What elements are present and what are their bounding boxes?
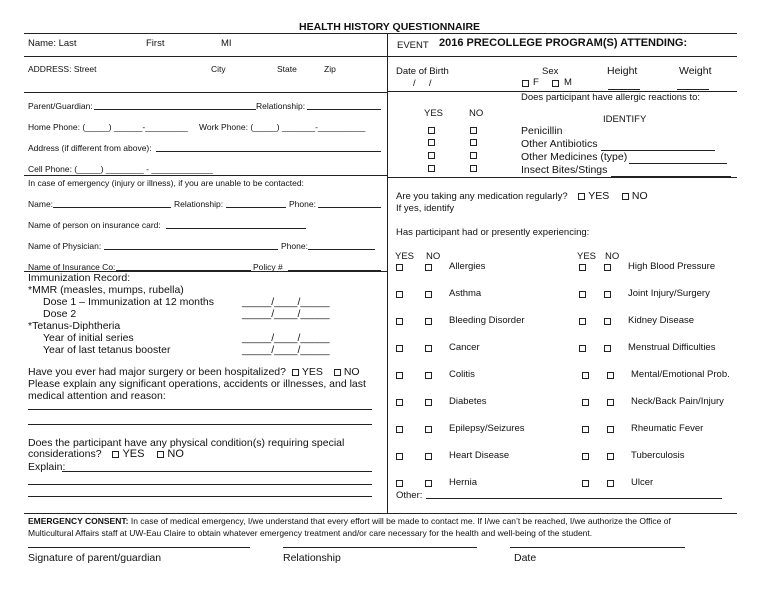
experience-right-yes-checkbox[interactable] bbox=[582, 426, 589, 433]
allergy-penicillin-label: Penicillin bbox=[521, 125, 563, 137]
medication-question: Are you taking any medication regularly? bbox=[396, 191, 568, 202]
experience-left-no-checkbox[interactable] bbox=[425, 453, 432, 460]
experience-left-no-checkbox[interactable] bbox=[425, 372, 432, 379]
parent-guardian-label: Parent/Guardian: bbox=[28, 101, 93, 111]
sex-f-label: F bbox=[533, 77, 539, 88]
address-zip-label: Zip bbox=[324, 64, 336, 74]
address-city-label: City bbox=[211, 64, 226, 74]
emergency-phone-label: Phone: bbox=[289, 199, 316, 209]
experience-left-yes-checkbox[interactable] bbox=[396, 399, 403, 406]
consent-text-1: In case of medical emergency, I/we understand that every effort will be made to contact me. If I/we can’t be reached, I/we authorize the Office of bbox=[130, 516, 671, 526]
name-mi-label: MI bbox=[221, 38, 232, 49]
cell-bottom-line bbox=[24, 175, 387, 176]
condition-no-label: NO bbox=[167, 448, 184, 460]
left-box-line bbox=[24, 92, 387, 93]
experience-left-yes-checkbox[interactable] bbox=[396, 453, 403, 460]
experience-right-no-checkbox[interactable] bbox=[604, 264, 611, 271]
surgery-yes-label: YES bbox=[301, 366, 323, 378]
experience-left-yes-checkbox[interactable] bbox=[396, 480, 403, 487]
immunization-title: Immunization Record: bbox=[28, 272, 131, 284]
immunization-booster: Year of last tetanus booster bbox=[43, 344, 171, 356]
allergy-antibiotics-label: Other Antibiotics bbox=[521, 138, 598, 150]
experience-left-yes-checkbox[interactable] bbox=[396, 264, 403, 271]
allergy-insect-yes[interactable] bbox=[428, 165, 435, 172]
sex-label: Sex bbox=[542, 66, 559, 77]
immunization-dose1: Dose 1 – Immunization at 12 months bbox=[43, 296, 215, 308]
insurance-person-blank[interactable] bbox=[166, 228, 306, 229]
condition-explain-blank[interactable] bbox=[62, 471, 372, 472]
experience-right-yes-checkbox[interactable] bbox=[579, 345, 586, 352]
medication-row bbox=[396, 190, 648, 202]
emergency-relationship-blank[interactable] bbox=[226, 207, 286, 208]
surgery-question-text: Have you ever had major surgery or been hospitalized? bbox=[28, 366, 286, 378]
height-blank[interactable] bbox=[608, 89, 640, 90]
experience-right-label: Kidney Disease bbox=[628, 315, 695, 326]
experience-no-left: NO bbox=[426, 251, 441, 262]
experience-left-yes-checkbox[interactable] bbox=[396, 291, 403, 298]
surgery-question bbox=[28, 366, 360, 378]
event-label: EVENT bbox=[397, 40, 429, 51]
date-sign-label: Date bbox=[514, 552, 537, 564]
experience-right-no-checkbox[interactable] bbox=[607, 480, 614, 487]
experience-right-no-checkbox[interactable] bbox=[604, 318, 611, 325]
weight-label: Weight bbox=[679, 65, 712, 77]
medication-no-checkbox[interactable] bbox=[622, 193, 629, 200]
relationship-blank[interactable] bbox=[307, 109, 381, 110]
emergency-note: In case of emergency (injury or illness), if you are unable to be contacted: bbox=[28, 178, 304, 188]
experience-right-label: Joint Injury/Surgery bbox=[628, 288, 710, 299]
allergy-no-header: NO bbox=[469, 108, 484, 119]
medication-yes-label: YES bbox=[588, 190, 610, 202]
policy-blank[interactable] bbox=[288, 270, 381, 271]
experience-left-label: Colitis bbox=[449, 369, 475, 380]
relationship-sign-line[interactable] bbox=[283, 547, 477, 548]
experience-left-no-checkbox[interactable] bbox=[425, 291, 432, 298]
allergy-penicillin-no[interactable] bbox=[470, 127, 477, 134]
allergy-insect-blank[interactable] bbox=[611, 176, 731, 177]
immunization-dose2: Dose 2 bbox=[43, 308, 77, 320]
experience-left-label: Allergies bbox=[449, 261, 486, 272]
physician-phone-label: Phone: bbox=[281, 241, 308, 251]
emergency-relationship-label: Relationship: bbox=[174, 199, 224, 209]
condition-yes-checkbox[interactable] bbox=[112, 451, 119, 458]
name-last-label: Name: Last bbox=[28, 38, 77, 49]
sex-f-checkbox[interactable] bbox=[522, 80, 529, 87]
allergy-question: Does participant have allergic reactions to: bbox=[521, 92, 701, 103]
experience-right-label: Mental/Emotional Prob. bbox=[631, 369, 730, 380]
experience-left-no-checkbox[interactable] bbox=[425, 264, 432, 271]
surgery-yes-checkbox[interactable] bbox=[292, 369, 299, 376]
surgery-line-2[interactable] bbox=[28, 424, 372, 425]
surgery-no-label: NO bbox=[343, 366, 360, 378]
experience-left-no-checkbox[interactable] bbox=[425, 480, 432, 487]
insurance-co-blank[interactable] bbox=[116, 270, 251, 271]
form-title: HEALTH HISTORY QUESTIONNAIRE bbox=[299, 21, 481, 33]
condition-yes-label: YES bbox=[122, 448, 145, 460]
allergy-insect-no[interactable] bbox=[470, 165, 477, 172]
allergy-penicillin-yes[interactable] bbox=[428, 127, 435, 134]
physician-label: Name of Physician: bbox=[28, 241, 102, 251]
experience-right-label: Tuberculosis bbox=[631, 450, 685, 461]
experience-right-no-checkbox[interactable] bbox=[604, 291, 611, 298]
allergy-medicines-blank[interactable] bbox=[629, 163, 727, 164]
emergency-name-blank[interactable] bbox=[53, 207, 171, 208]
weight-blank[interactable] bbox=[677, 89, 709, 90]
signature-line[interactable] bbox=[28, 547, 250, 548]
experience-other-label: Other: bbox=[396, 490, 423, 501]
experience-left-no-checkbox[interactable] bbox=[425, 426, 432, 433]
home-phone-field[interactable]: Home Phone: (_____) ______-_________ bbox=[28, 122, 188, 132]
experience-left-label: Epilepsy/Seizures bbox=[449, 423, 525, 434]
condition-line-2[interactable] bbox=[28, 484, 372, 485]
relationship-sign-label: Relationship bbox=[283, 552, 341, 564]
dose1-date[interactable]: _____/____/_____ bbox=[242, 296, 330, 308]
consent-label: EMERGENCY CONSENT: bbox=[28, 516, 129, 526]
allergy-antibiotics-yes[interactable] bbox=[428, 139, 435, 146]
experience-right-no-checkbox[interactable] bbox=[607, 453, 614, 460]
experience-left-yes-checkbox[interactable] bbox=[396, 318, 403, 325]
condition-explain-label: Explain: bbox=[28, 461, 66, 473]
experience-right-yes-checkbox[interactable] bbox=[579, 264, 586, 271]
emergency-phone-blank[interactable] bbox=[318, 207, 381, 208]
experience-other-blank[interactable] bbox=[426, 498, 722, 499]
medication-yes-checkbox[interactable] bbox=[578, 193, 585, 200]
experience-right-label: Rheumatic Fever bbox=[631, 423, 704, 434]
relationship-label: Relationship: bbox=[256, 101, 306, 111]
event-value: 2016 PRECOLLEGE PROGRAM(S) ATTENDING: bbox=[439, 37, 688, 49]
top-border bbox=[24, 33, 737, 34]
immunization-initial: Year of initial series bbox=[43, 332, 134, 344]
experience-left-label: Hernia bbox=[449, 477, 477, 488]
experience-left-yes-checkbox[interactable] bbox=[396, 426, 403, 433]
work-phone-field[interactable]: Work Phone: (_____) _______-__________ bbox=[199, 122, 366, 132]
condition-considerations-label: considerations? bbox=[28, 448, 102, 460]
insurance-person-label: Name of person on insurance card: bbox=[28, 220, 161, 230]
address-diff-label: Address (if different from above): bbox=[28, 143, 152, 153]
experience-question: Has participant had or presently experiencing: bbox=[396, 227, 590, 238]
experience-right-yes-checkbox[interactable] bbox=[579, 291, 586, 298]
experience-right-yes-checkbox[interactable] bbox=[582, 453, 589, 460]
dob-label: Date of Birth bbox=[396, 66, 449, 77]
experience-left-label: Heart Disease bbox=[449, 450, 510, 461]
date-sign-line[interactable] bbox=[510, 547, 685, 548]
form-bottom-line bbox=[24, 513, 737, 514]
address-street-label: ADDRESS: Street bbox=[28, 64, 97, 74]
experience-yes-right: YES bbox=[577, 251, 597, 262]
experience-yes-left: YES bbox=[395, 251, 415, 262]
experience-left-no-checkbox[interactable] bbox=[425, 345, 432, 352]
experience-left-label: Asthma bbox=[449, 288, 482, 299]
immunization-tetanus: *Tetanus-Diphtheria bbox=[28, 320, 121, 332]
condition-considerations-row bbox=[28, 448, 184, 460]
condition-no-checkbox[interactable] bbox=[157, 451, 164, 458]
dose2-date[interactable]: _____/____/_____ bbox=[242, 308, 330, 320]
surgery-no-checkbox[interactable] bbox=[334, 369, 341, 376]
surgery-line-1[interactable] bbox=[28, 409, 372, 410]
insurance-co-label: Name of Insurance Co: bbox=[28, 262, 116, 272]
experience-left-yes-checkbox[interactable] bbox=[396, 372, 403, 379]
medication-identify: If yes, identify bbox=[396, 203, 455, 214]
experience-no-right: NO bbox=[605, 251, 620, 262]
medication-no-label: NO bbox=[631, 190, 648, 202]
allergy-medicines-label: Other Medicines (type) bbox=[521, 151, 628, 163]
address-state-label: State bbox=[277, 64, 297, 74]
allergy-antibiotics-no[interactable] bbox=[470, 139, 477, 146]
signature-label: Signature of parent/guardian bbox=[28, 552, 162, 564]
cell-phone-field[interactable]: Cell Phone: (_____) ________ - _____________ bbox=[28, 164, 213, 174]
consent-line-1 bbox=[28, 516, 671, 526]
policy-label: Policy # bbox=[253, 262, 283, 272]
physician-blank[interactable] bbox=[104, 249, 278, 250]
allergy-insect-label: Insect Bites/Stings bbox=[521, 164, 608, 176]
surgery-explain: Please explain any significant operations, accidents or illnesses, and last medical attention and reason: bbox=[28, 378, 366, 402]
initial-date[interactable]: _____/____/_____ bbox=[242, 332, 330, 344]
consent-line-2: Multicultural Affairs staff at UW-Eau Claire to obtain whatever emergency treatment and/or care necessary for the health and well-being of the student. bbox=[28, 528, 593, 538]
allergy-identify-header: IDENTIFY bbox=[603, 114, 647, 125]
experience-right-yes-checkbox[interactable] bbox=[582, 480, 589, 487]
experience-left-label: Cancer bbox=[449, 342, 480, 353]
dob-slashes: / / bbox=[413, 78, 432, 89]
condition-line-3[interactable] bbox=[28, 496, 372, 497]
allergy-bottom-line bbox=[387, 177, 737, 178]
experience-right-label: Menstrual Difficulties bbox=[628, 342, 716, 353]
sex-m-checkbox[interactable] bbox=[552, 80, 559, 87]
name-row-bottom bbox=[24, 56, 737, 57]
allergy-medicines-yes[interactable] bbox=[428, 152, 435, 159]
physician-phone-blank[interactable] bbox=[308, 249, 375, 250]
center-divider bbox=[387, 33, 388, 513]
booster-date[interactable]: _____/____/_____ bbox=[242, 344, 330, 356]
immunization-mmr: *MMR (measles, mumps, rubella) bbox=[28, 284, 184, 296]
name-first-label: First bbox=[146, 38, 165, 49]
experience-right-label: Ulcer bbox=[631, 477, 654, 488]
allergy-yes-header: YES bbox=[424, 108, 444, 119]
experience-right-yes-checkbox[interactable] bbox=[582, 399, 589, 406]
address-diff-blank[interactable] bbox=[156, 151, 381, 152]
experience-left-yes-checkbox[interactable] bbox=[396, 345, 403, 352]
experience-right-no-checkbox[interactable] bbox=[607, 372, 614, 379]
experience-right-no-checkbox[interactable] bbox=[607, 426, 614, 433]
emergency-name-label: Name: bbox=[28, 199, 54, 209]
experience-left-label: Bleeding Disorder bbox=[449, 315, 525, 326]
experience-left-label: Diabetes bbox=[449, 396, 487, 407]
experience-left-no-checkbox[interactable] bbox=[425, 399, 432, 406]
sex-m-label: M bbox=[564, 77, 572, 88]
height-label: Height bbox=[607, 65, 638, 77]
allergy-medicines-no[interactable] bbox=[470, 152, 477, 159]
experience-right-yes-checkbox[interactable] bbox=[579, 318, 586, 325]
condition-question: Does the participant have any physical condition(s) requiring special bbox=[28, 437, 345, 449]
parent-guardian-blank[interactable] bbox=[94, 109, 256, 110]
experience-left-no-checkbox[interactable] bbox=[425, 318, 432, 325]
experience-right-yes-checkbox[interactable] bbox=[582, 372, 589, 379]
experience-right-no-checkbox[interactable] bbox=[604, 345, 611, 352]
experience-right-label: Neck/Back Pain/Injury bbox=[631, 396, 724, 407]
experience-right-no-checkbox[interactable] bbox=[607, 399, 614, 406]
experience-right-label: High Blood Pressure bbox=[628, 261, 716, 272]
